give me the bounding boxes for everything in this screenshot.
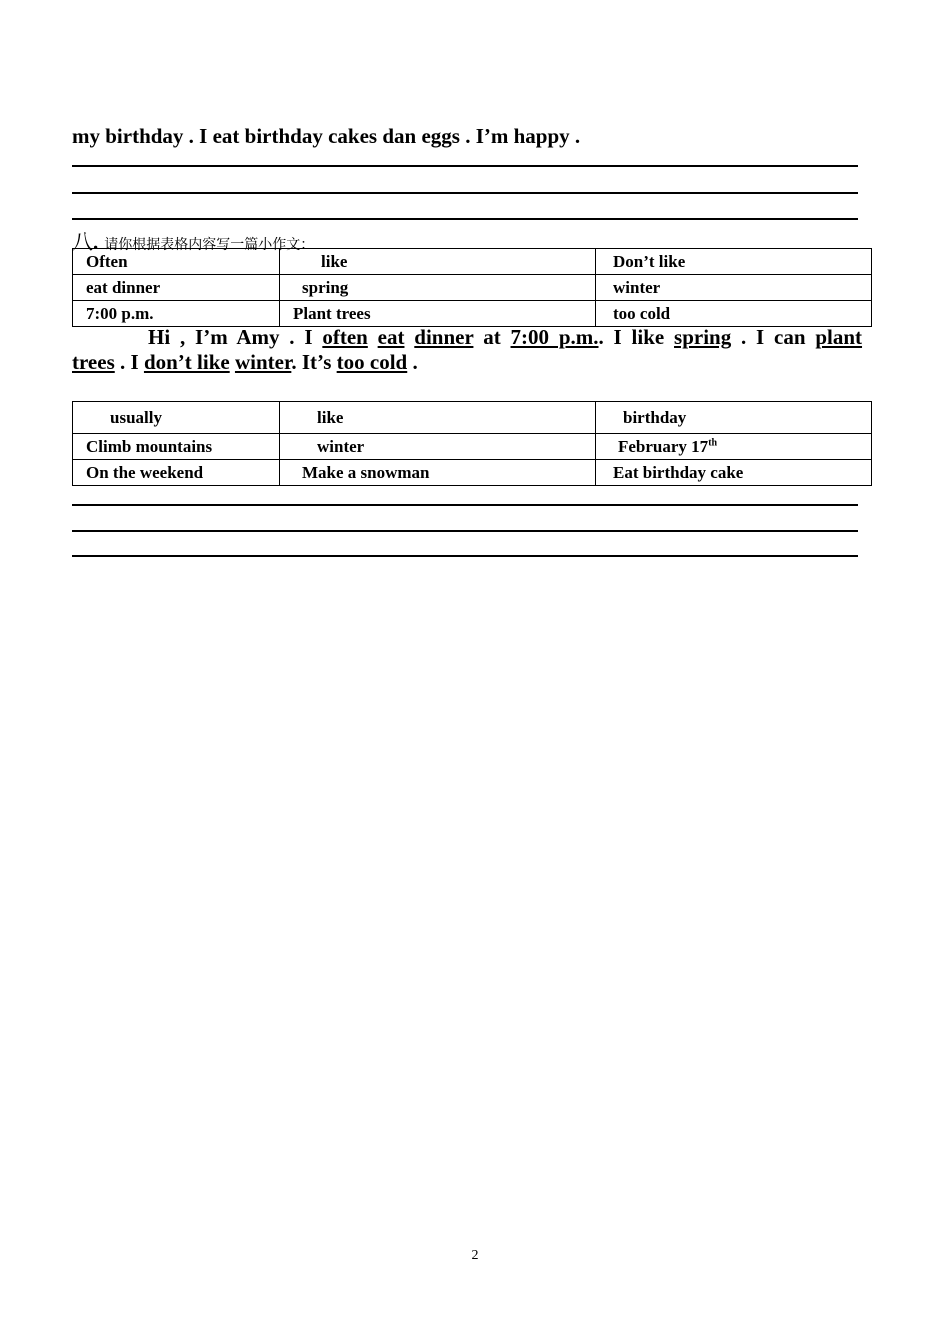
essay-line-1 <box>72 325 862 350</box>
essay-text: . I like <box>598 325 675 349</box>
writing-line <box>72 504 858 506</box>
essay-underlined: too cold <box>336 350 408 374</box>
writing-line <box>72 555 858 557</box>
table-cell: Climb mountains <box>73 434 280 460</box>
essay-underlined: trees <box>72 350 115 374</box>
table-cell: spring <box>280 275 596 301</box>
table-cell: usually <box>73 402 280 434</box>
table-cell: eat dinner <box>73 275 280 301</box>
essay-line-2 <box>72 350 862 375</box>
essay-underlined: 7:00 p.m. <box>510 325 599 349</box>
table-row <box>73 301 872 327</box>
table-cell: like <box>280 249 596 275</box>
writing-line <box>72 192 858 194</box>
essay-underlined: dinner <box>414 325 474 349</box>
table-cell: Eat birthday cake <box>596 460 872 486</box>
writing-line <box>72 530 858 532</box>
table-cell: too cold <box>596 301 872 327</box>
date-suffix: th <box>708 436 718 448</box>
section-dot: . <box>93 230 99 254</box>
intro-line: my birthday . I eat birthday cakes dan eggs . I’m happy . <box>72 124 581 148</box>
example-table <box>72 248 872 327</box>
table-cell: Plant trees <box>280 301 596 327</box>
essay-text: at <box>473 325 511 349</box>
essay-text: . I <box>114 350 144 374</box>
table-cell <box>596 434 872 460</box>
essay-text <box>368 325 378 349</box>
table-row <box>73 402 872 434</box>
essay-underlined: spring <box>674 325 732 349</box>
table-cell: Make a snowman <box>280 460 596 486</box>
table-cell: Don’t like <box>596 249 872 275</box>
table-row <box>73 275 872 301</box>
essay-text: . <box>407 350 418 374</box>
section-number: 八 <box>72 230 93 254</box>
table-row <box>73 434 872 460</box>
table-cell: like <box>280 402 596 434</box>
essay-underlined: don’t like <box>143 350 230 374</box>
writing-line <box>72 218 858 220</box>
example-essay <box>72 325 862 375</box>
table-cell: winter <box>596 275 872 301</box>
essay-text <box>404 325 414 349</box>
table-cell: On the weekend <box>73 460 280 486</box>
essay-underlined: winter <box>234 350 292 374</box>
essay-text: . I can <box>731 325 816 349</box>
writing-line <box>72 165 858 167</box>
exercise-table <box>72 401 872 486</box>
table-cell: birthday <box>596 402 872 434</box>
table-cell: winter <box>280 434 596 460</box>
table-row <box>73 460 872 486</box>
table-cell: Often <box>73 249 280 275</box>
date-text: February 17 <box>618 436 709 456</box>
table-cell: 7:00 p.m. <box>73 301 280 327</box>
essay-underlined: often <box>322 325 368 349</box>
table-row <box>73 249 872 275</box>
essay-text: Hi , I’m Amy . I <box>148 325 323 349</box>
essay-text: . It’s <box>291 350 337 374</box>
section-instruction: 请你根据表格内容写一篇小作文： <box>104 237 315 253</box>
page-number: 2 <box>471 1248 479 1263</box>
essay-underlined: eat <box>377 325 405 349</box>
essay-underlined: plant <box>815 325 863 349</box>
